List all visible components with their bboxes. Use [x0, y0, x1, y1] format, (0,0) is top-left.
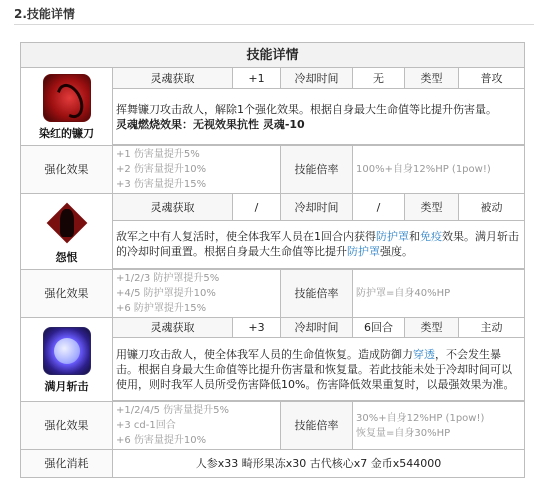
enhance-line: +4/5 防护罩提升10%	[116, 288, 216, 299]
type-value: 主动	[459, 318, 525, 338]
source-label: 灵魂获取	[113, 318, 233, 338]
skill-name: 染红的镰刀	[39, 127, 94, 140]
source-value: +3	[233, 318, 281, 338]
type-label: 类型	[405, 68, 459, 89]
cooldown-label: 冷却时间	[281, 318, 353, 338]
desc-text: 强度。	[380, 245, 413, 259]
ratio-line: 恢复量=自身30%HP	[356, 427, 451, 439]
ratio-value	[353, 146, 525, 194]
enhance-line: +2 伤害量提升10%	[116, 164, 207, 175]
cooldown-label: 冷却时间	[281, 194, 353, 221]
enhance-list	[113, 402, 281, 450]
enhance-label: 强化效果	[21, 402, 113, 450]
enhance-row	[21, 270, 525, 318]
skill-row	[21, 318, 525, 338]
source-value: +1	[233, 68, 281, 89]
ratio-label: 技能倍率	[281, 146, 353, 194]
source-label: 灵魂获取	[113, 68, 233, 89]
enhance-line: +3 cd-1回合	[116, 420, 176, 431]
desc-text: 和	[409, 230, 420, 244]
skill-description	[113, 221, 525, 269]
enhance-line: +6 防护罩提升15%	[116, 303, 207, 314]
consume-value: 人参x33 畸形果冻x30 古代核心x7 金币x544000	[113, 450, 525, 478]
section-header	[14, 0, 534, 25]
section-title: 2.技能详情	[14, 7, 75, 21]
ratio-value	[353, 402, 525, 450]
consume-label: 强化消耗	[21, 450, 113, 478]
desc-text: 挥舞镰刀攻击敌人，解除1个强化效果。根据自身最大生命值等比提升伤害量。	[116, 102, 497, 116]
keyword-link[interactable]: 防护罩	[347, 245, 380, 259]
enhance-label: 强化效果	[21, 146, 113, 194]
ratio-line: 100%+自身12%HP (1pow!)	[356, 164, 491, 175]
keyword-link[interactable]: 免疫	[420, 230, 442, 244]
skill-row	[21, 68, 525, 89]
type-label: 类型	[405, 194, 459, 221]
ratio-line: 防护罩=自身40%HP	[356, 288, 451, 299]
cooldown-value: 6回合	[353, 318, 405, 338]
source-label: 灵魂获取	[113, 194, 233, 221]
cooldown-value: /	[353, 194, 405, 221]
enhance-label: 强化效果	[21, 270, 113, 318]
ratio-value	[353, 270, 525, 318]
cooldown-value: 无	[353, 68, 405, 89]
skill-description	[113, 89, 525, 145]
source-value: /	[233, 194, 281, 221]
grudge-icon	[44, 200, 90, 246]
enhance-line: +3 伤害量提升15%	[116, 179, 207, 190]
type-value: 被动	[459, 194, 525, 221]
ratio-label: 技能倍率	[281, 270, 353, 318]
enhance-line: +1/2/3 防护罩提升5%	[116, 273, 220, 284]
table-title: 技能详情	[21, 43, 525, 68]
ratio-label: 技能倍率	[281, 402, 353, 450]
ratio-line: 30%+自身12%HP (1pow!)	[356, 412, 485, 424]
desc-extra: 灵魂燃烧效果：无视效果抗性 灵魂-10	[116, 117, 305, 131]
skill-icon-cell	[21, 318, 113, 402]
skill-icon-cell	[21, 194, 113, 270]
desc-text: 敌军之中有人复活时，使全体我军人员在1回合内获得	[116, 230, 376, 244]
enhance-row	[21, 146, 525, 194]
cooldown-label: 冷却时间	[281, 68, 353, 89]
red-scythe-icon	[43, 74, 91, 122]
skill-icon-cell	[21, 68, 113, 146]
type-label: 类型	[405, 318, 459, 338]
skill-details-table	[20, 42, 525, 478]
desc-text: 用镰刀攻击敌人，使全体我军人员的生命值恢复。造成防御力	[116, 347, 413, 361]
keyword-link[interactable]: 防护罩	[376, 230, 409, 244]
desc-text: ，不会发生暴击。根据自身最大生命值等比提升伤害量和恢复量。若此技能未处于冷却时间可以使用，则时我军人员所受伤害降低10%。伤害降低效果重复时，以最强效果为准。	[116, 347, 515, 391]
full-moon-icon	[43, 327, 91, 375]
desc-text: 效果。满月斩击的冷却时间重置。根据自身最大生命值等比提升	[116, 230, 519, 259]
skill-name: 满月斩击	[44, 380, 89, 393]
enhance-line: +6 伤害量提升10%	[116, 435, 207, 446]
keyword-link[interactable]: 穿透	[413, 347, 435, 361]
type-value: 普攻	[459, 68, 525, 89]
enhance-line: +1 伤害量提升5%	[116, 149, 200, 160]
consume-row	[21, 450, 525, 478]
table-title-row	[21, 43, 525, 68]
enhance-list	[113, 146, 281, 194]
enhance-list	[113, 270, 281, 318]
skill-name: 怨恨	[55, 251, 78, 264]
skill-description	[113, 338, 525, 401]
enhance-line: +1/2/4/5 伤害量提升5%	[116, 405, 229, 416]
enhance-row	[21, 402, 525, 450]
skill-row	[21, 194, 525, 221]
